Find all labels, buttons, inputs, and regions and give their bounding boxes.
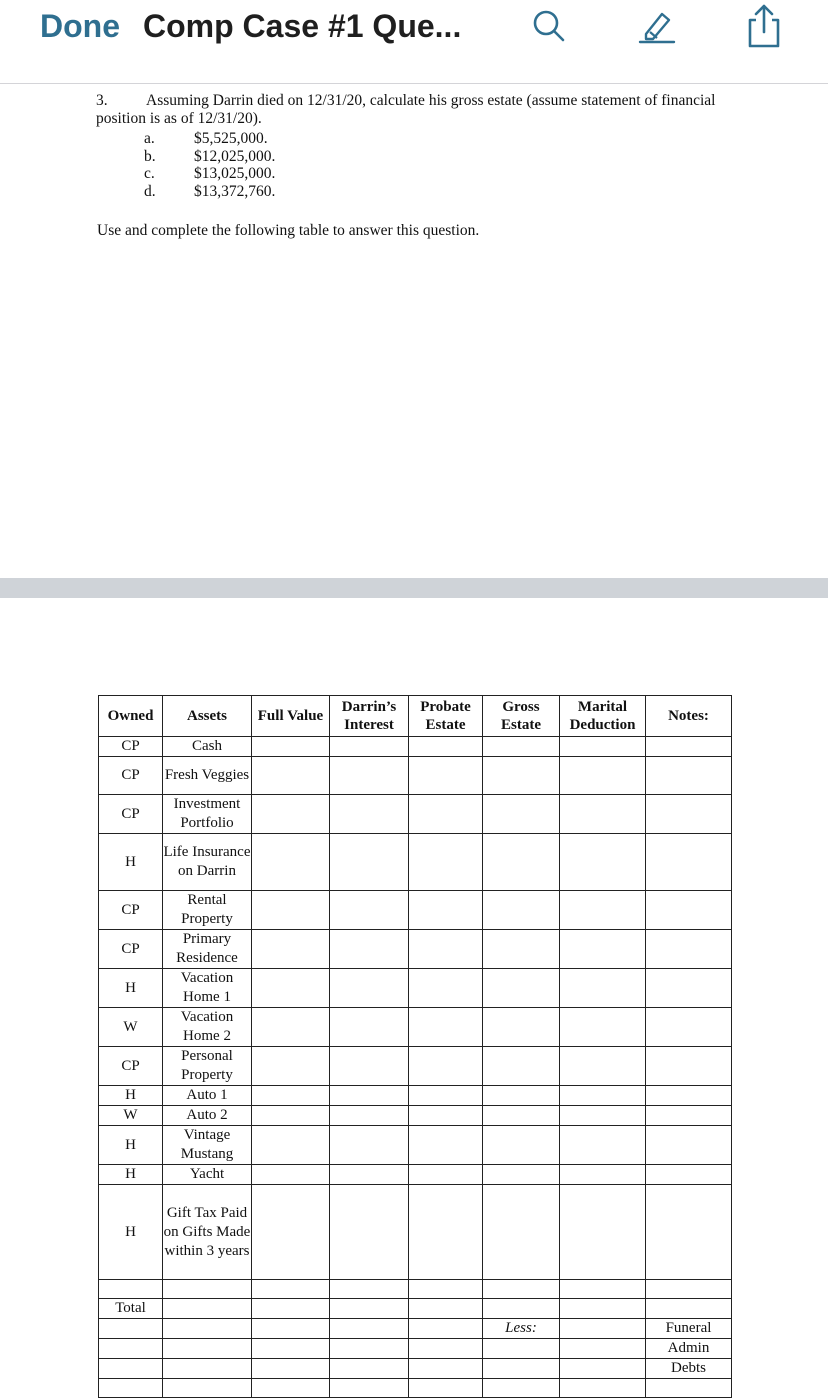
markup-icon[interactable] (636, 6, 676, 46)
header-probate-estate: Probate Estate (409, 696, 483, 737)
header-owned: Owned (99, 696, 163, 737)
table-instruction: Use and complete the following table to answer this question. (97, 222, 480, 239)
done-button[interactable]: Done (40, 8, 120, 44)
total-label: Total (99, 1299, 163, 1319)
table-row (99, 795, 732, 834)
header-notes: Notes: (646, 696, 732, 737)
deduction-debts: Debts (646, 1359, 732, 1379)
asset-cell: Gift Tax Paid on Gifts Made within 3 years (163, 1185, 252, 1280)
share-icon[interactable] (742, 2, 782, 42)
deduction-admin: Admin (646, 1339, 732, 1359)
owned-cell: H (99, 1086, 163, 1106)
owned-cell: H (99, 834, 163, 891)
asset-cell: Life Insurance on Darrin (163, 834, 252, 891)
blank-row (99, 1379, 732, 1398)
table-row (99, 969, 732, 1008)
asset-cell: Vacation Home 2 (163, 1008, 252, 1047)
header-darrins-interest: Darrin’s Interest (330, 696, 409, 737)
table-row (99, 737, 732, 757)
owned-cell: CP (99, 930, 163, 969)
asset-cell: Yacht (163, 1165, 252, 1185)
table-row (99, 891, 732, 930)
asset-cell: Personal Property (163, 1047, 252, 1086)
owned-cell: CP (99, 891, 163, 930)
estate-table (98, 695, 732, 1398)
table-row (99, 1047, 732, 1086)
owned-cell: CP (99, 757, 163, 795)
table-header-row (99, 696, 732, 737)
search-icon[interactable] (529, 6, 569, 46)
deduction-row (99, 1359, 732, 1379)
table-row (99, 1185, 732, 1280)
owned-cell: H (99, 1126, 163, 1165)
asset-cell: Auto 2 (163, 1106, 252, 1126)
table-row (99, 1086, 732, 1106)
deduction-row (99, 1339, 732, 1359)
asset-cell: Cash (163, 737, 252, 757)
answer-choices (144, 130, 275, 200)
table-row (99, 757, 732, 795)
table-row (99, 1106, 732, 1126)
owned-cell: W (99, 1106, 163, 1126)
blank-row (99, 1280, 732, 1299)
asset-cell: Auto 1 (163, 1086, 252, 1106)
table-row (99, 1008, 732, 1047)
choice-d: d. $13,372,760. (144, 182, 276, 200)
asset-cell: Vintage Mustang (163, 1126, 252, 1165)
question-text (96, 92, 746, 128)
total-row (99, 1299, 732, 1319)
deduction-funeral: Funeral (646, 1319, 732, 1339)
header-gross-estate: Gross Estate (483, 696, 560, 737)
asset-cell: Rental Property (163, 891, 252, 930)
owned-cell: CP (99, 1047, 163, 1086)
owned-cell: H (99, 1185, 163, 1280)
choice-c: c. $13,025,000. (144, 165, 276, 182)
owned-cell: W (99, 1008, 163, 1047)
asset-cell: Primary Residence (163, 930, 252, 969)
table-row (99, 834, 732, 891)
top-toolbar (0, 0, 828, 84)
table-row (99, 1126, 732, 1165)
question-number: 3. (96, 92, 108, 109)
owned-cell: CP (99, 795, 163, 834)
header-full-value: Full Value (252, 696, 330, 737)
table-row (99, 930, 732, 969)
asset-cell: Vacation Home 1 (163, 969, 252, 1008)
owned-cell: H (99, 1165, 163, 1185)
owned-cell: H (99, 969, 163, 1008)
choice-b: b. $12,025,000. (144, 147, 276, 165)
question-body: Assuming Darrin died on 12/31/20, calculate his gross estate (assume statement of financial position is as of 12/31/20). (96, 92, 716, 127)
header-marital-deduction: Marital Deduction (560, 696, 646, 737)
less-label: Less: (483, 1319, 560, 1339)
document-title: Comp Case #1 Que... (143, 8, 462, 44)
choice-a: a. $5,525,000. (144, 130, 268, 147)
header-assets: Assets (163, 696, 252, 737)
page-separator (0, 578, 828, 598)
asset-cell: Fresh Veggies (163, 757, 252, 795)
table-row (99, 1165, 732, 1185)
asset-cell: Investment Portfolio (163, 795, 252, 834)
owned-cell: CP (99, 737, 163, 757)
deduction-row (99, 1319, 732, 1339)
